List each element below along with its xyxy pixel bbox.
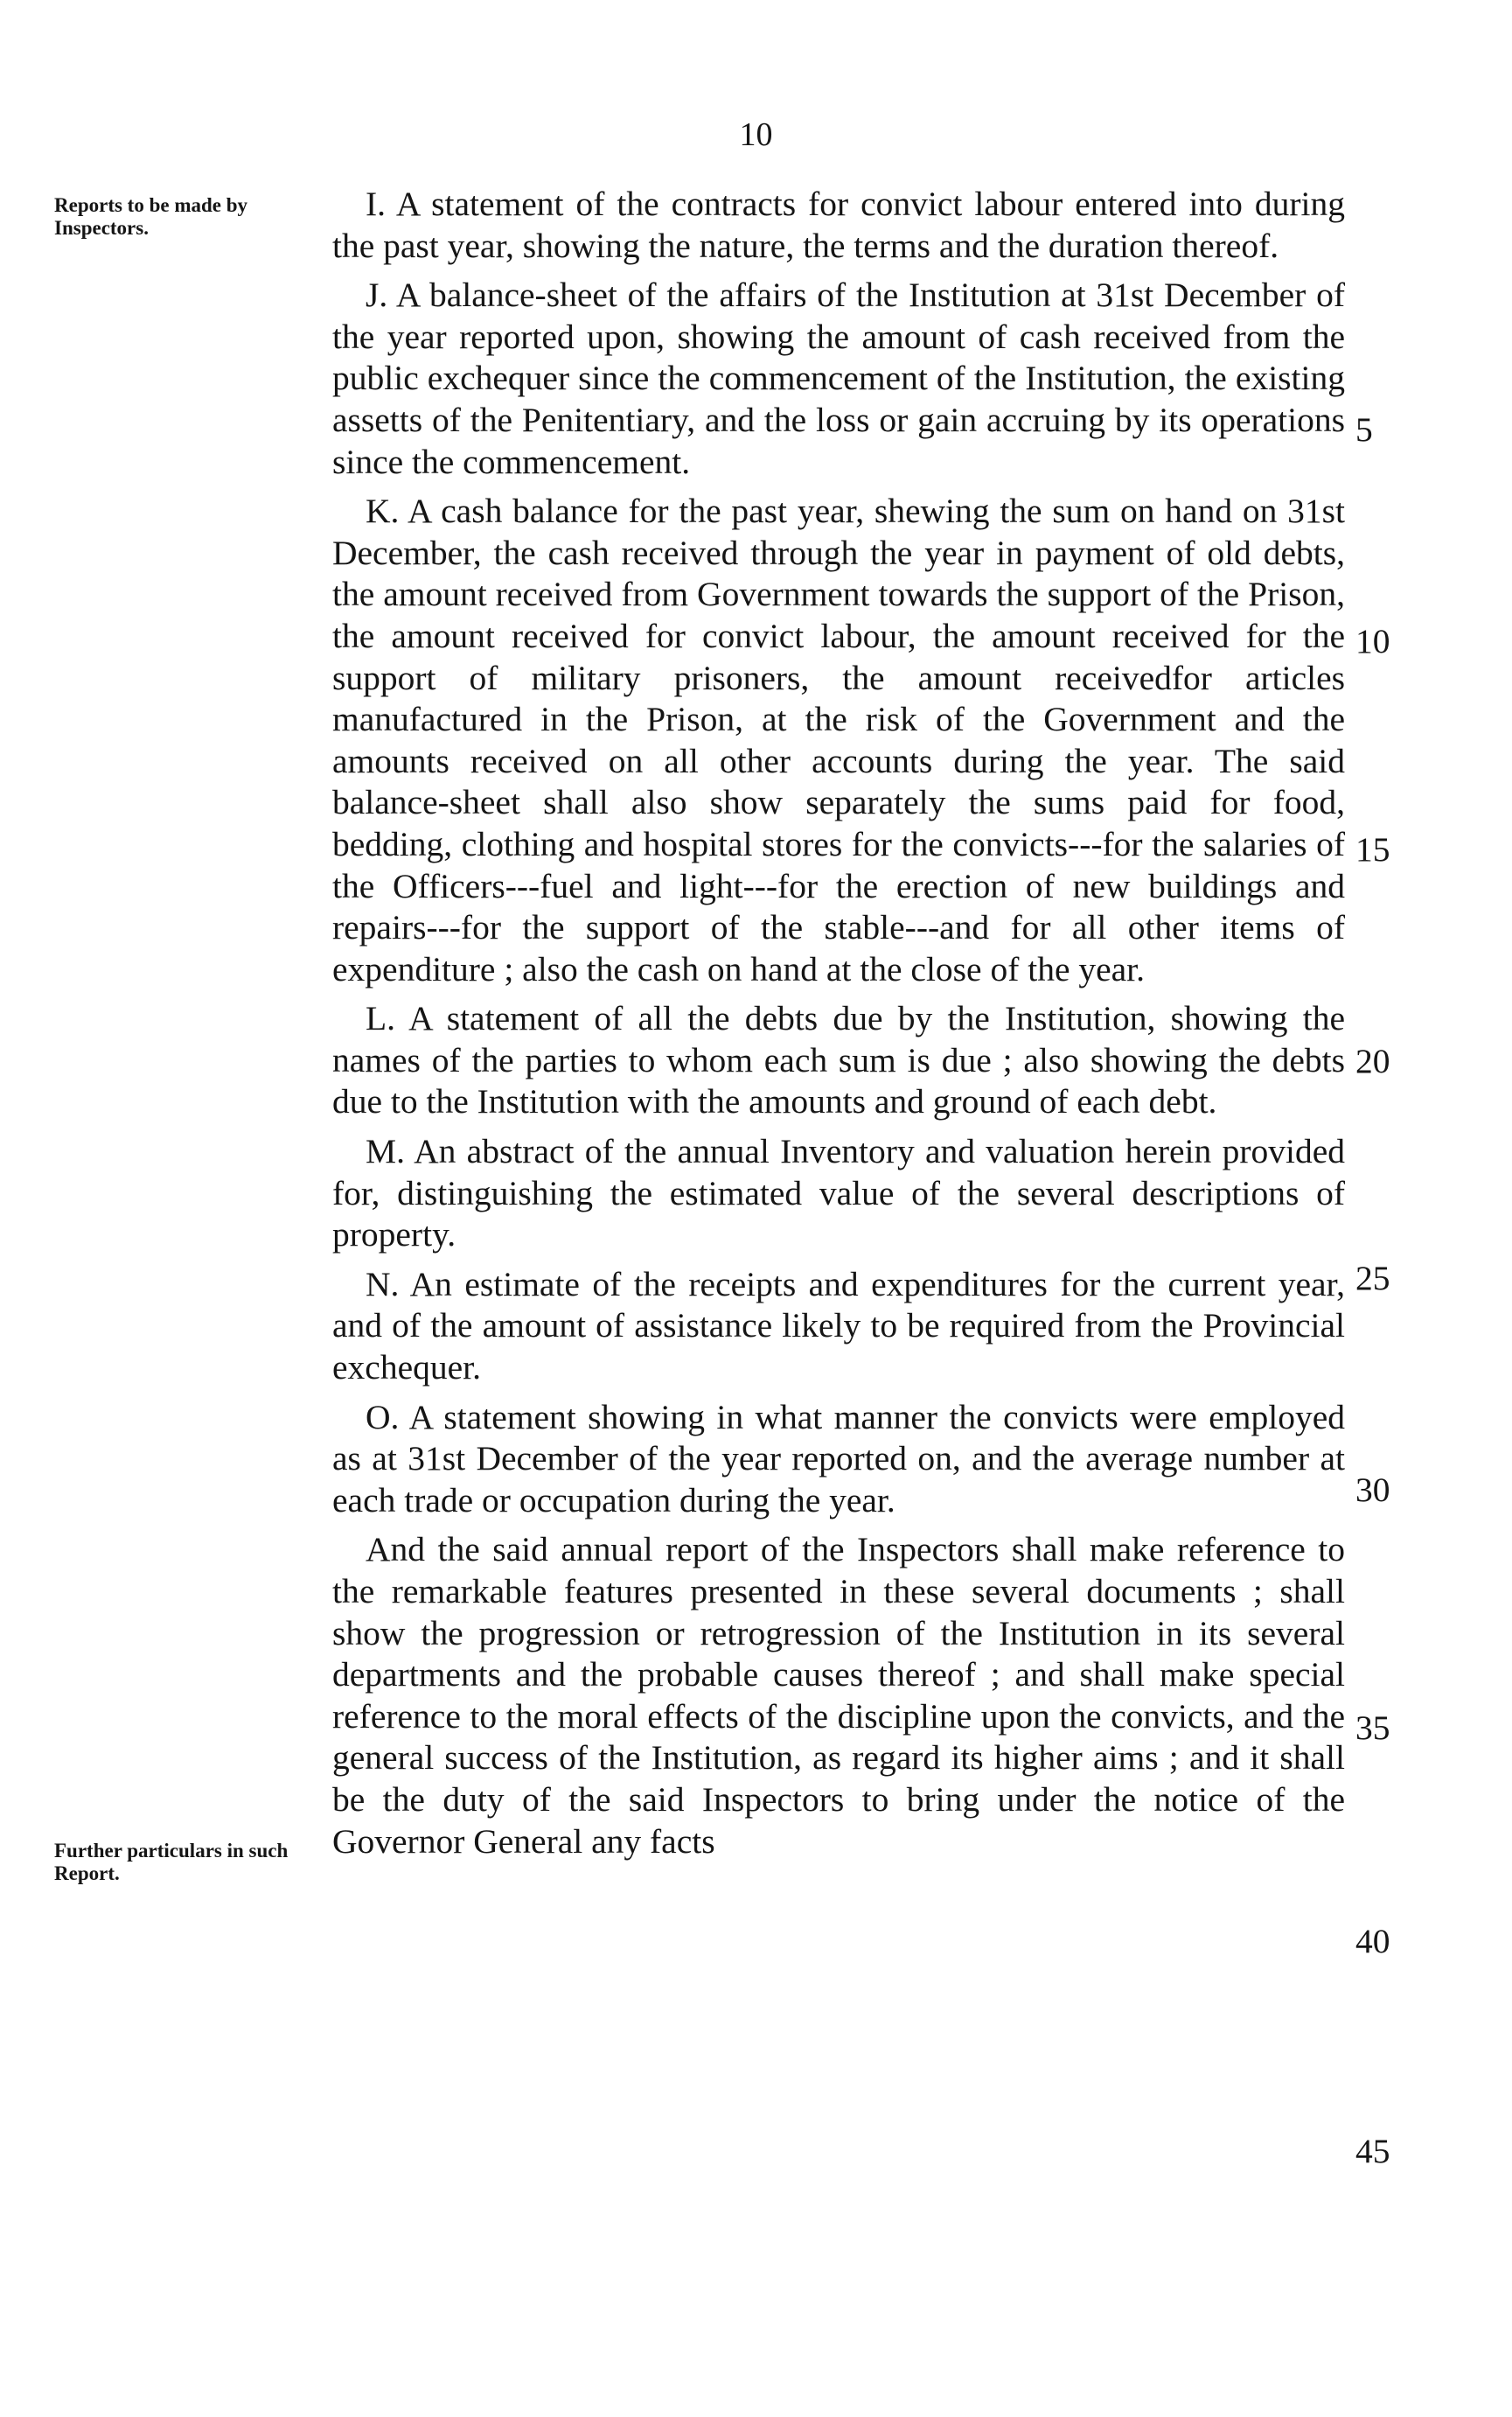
line-number: 35	[1355, 1708, 1390, 1747]
line-number: 45	[1355, 2132, 1390, 2170]
line-number: 5	[1355, 410, 1373, 449]
paragraph-i: I. A statement of the contracts for convict labour entered into during the past year, showing the nature, the terms and the duration thereof.	[332, 185, 1345, 265]
main-text	[332, 184, 1345, 1862]
paragraph-j: J. A balance-sheet of the affairs of the Institution at 31st December of the year reported upon, showing the amount of cash received from the public exchequer since the commencement of the Institution, the existing assetts of the Penitentiary, and the loss or gain accruing by its operations since the commencement.	[332, 276, 1345, 481]
line-number: 15	[1355, 830, 1390, 869]
page-number: 10	[739, 116, 773, 153]
paragraph-k: K. A cash balance for the past year, shewing the sum on hand on 31st December, the cash received through the year in payment of old debts, the amount received from Government towards the support of the Prison, the amount received for convict labour, the amount received for the support of military prisoners, the amount receivedfor articles manufactured in the Prison, at the risk of the Government and the amounts received on all other accounts during the year. The said balance-sheet shall also show separately the sums paid for food, bedding, clothing and hospital stores for the convicts---for the salaries of the Officers---fuel and light---for the erection of new buildings and repairs---for the support of the stable---and for all other items of expenditure ; also the cash on hand at the close of the year.	[332, 492, 1345, 988]
paragraph-n: N. An estimate of the receipts and expenditures for the current year, and of the amount of assistance likely to be required from the Provincial exchequer.	[332, 1264, 1345, 1387]
margin-note-reports: Reports to be made by Inspectors.	[54, 194, 248, 239]
paragraph-o: O. A statement showing in what manner the convicts were employed as at 31st December of the year reported on, and the average number at each trade or occupation during the year.	[332, 1397, 1345, 1519]
paragraph-l: L. A statement of all the debts due by the Institution, showing the names of the parties to whom each sum is due ; also showing the debts due to the Institution with the amounts and ground of each debt.	[332, 999, 1345, 1121]
line-number: 25	[1355, 1259, 1390, 1297]
margin-note-further-particulars: Further particulars in such Report.	[54, 1840, 289, 1884]
line-number: 30	[1355, 1470, 1390, 1509]
line-number: 10	[1355, 622, 1390, 660]
line-number: 20	[1355, 1042, 1390, 1080]
line-number: 40	[1355, 1922, 1390, 1960]
paragraph-m: M. An abstract of the annual Inventory and valuation herein provided for, distinguishing the estimated value of the several descriptions of property.	[332, 1132, 1345, 1254]
paragraph-further-report: And the said annual report of the Inspectors shall make reference to the remarkable features presented in these several documents ; shall show the progression or retrogression of the Institution in its several departments and the probable causes thereof ; and shall make special reference to the moral effects of the discipline upon the convicts, and the general success of the Institution, as regard its higher aims ; and it shall be the duty of the said Inspectors to bring under the notice of the Governor General any facts	[332, 1530, 1345, 1861]
